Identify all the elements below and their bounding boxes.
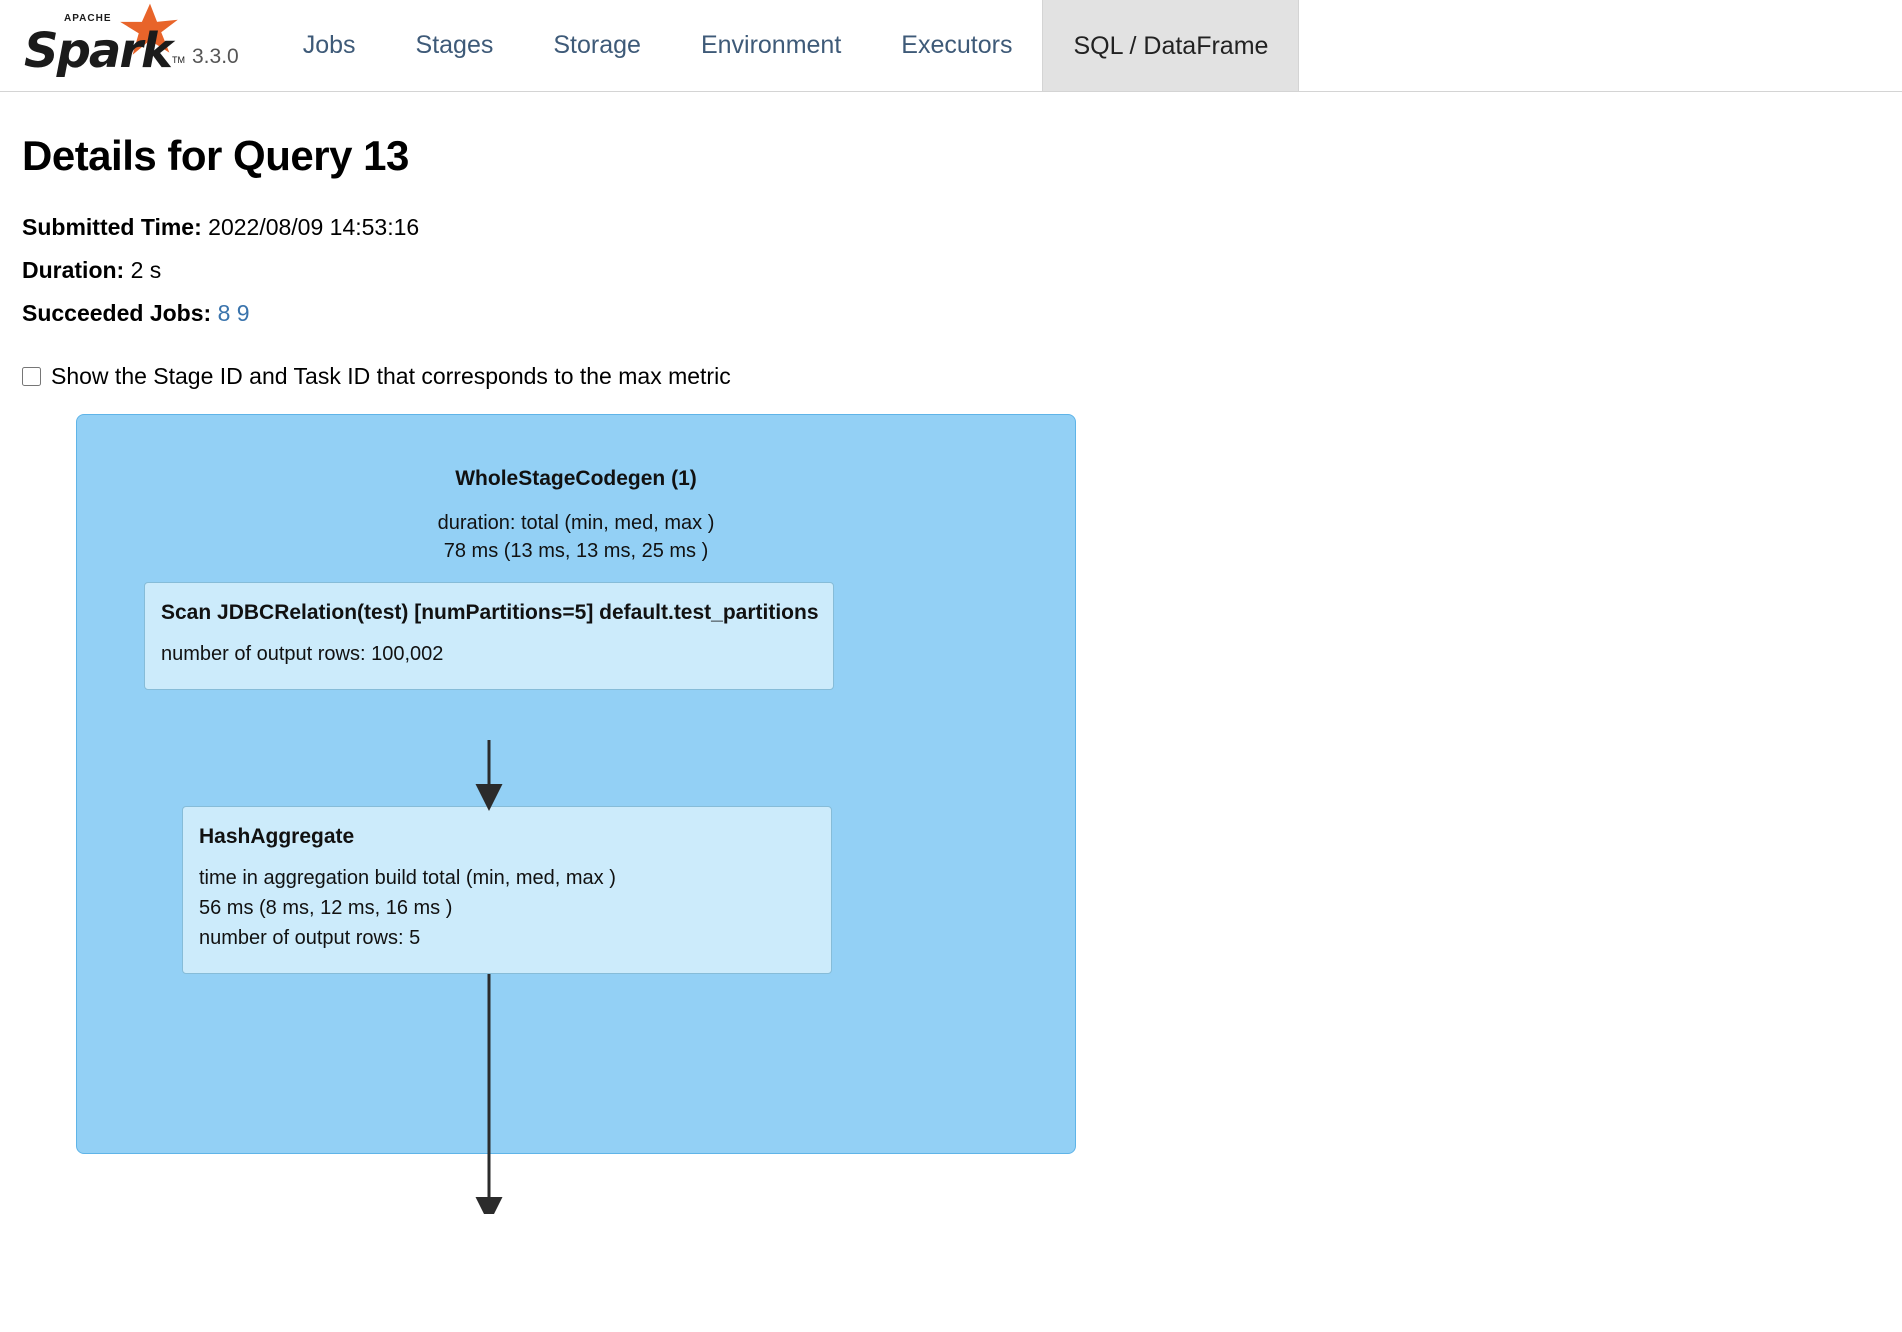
wholestagecodegen-metric-line-2: 78 ms (13 ms, 13 ms, 25 ms ) (443, 540, 709, 562)
wholestagecodegen-metric-line-1: duration: total (min, med, max ) (437, 512, 715, 534)
plan-node-hashaggregate-metric-2: number of output rows: 5 (199, 927, 421, 949)
submitted-time-row (22, 206, 1902, 249)
show-stage-task-id-checkbox[interactable] (22, 367, 41, 386)
duration-label: Duration: (22, 257, 125, 283)
plan-node-hashaggregate[interactable] (182, 806, 832, 974)
page-content (0, 92, 1902, 1214)
top-navbar (0, 0, 1902, 92)
plan-node-scan-metric-0: number of output rows: 100,002 (161, 643, 444, 665)
show-stage-task-id-label[interactable]: Show the Stage ID and Task ID that corresponds to the max metric (51, 363, 731, 389)
succeeded-job-link-9[interactable]: 9 (236, 300, 250, 326)
plan-node-hashaggregate-metric-1: 56 ms (8 ms, 12 ms, 16 ms ) (199, 897, 453, 919)
nav-tab-storage[interactable]: Storage (553, 31, 641, 59)
query-plan-graph (54, 414, 1154, 1214)
wholestagecodegen-title: WholeStageCodegen (1) (455, 467, 697, 490)
nav-tab-jobs[interactable]: Jobs (302, 31, 356, 59)
succeeded-jobs-row (22, 292, 1902, 335)
show-stage-task-id-row (22, 363, 1902, 390)
plan-node-hashaggregate-metric-0: time in aggregation build total (min, med, max ) (199, 867, 616, 889)
wholestagecodegen-cluster[interactable] (76, 414, 1076, 1154)
spark-brand[interactable] (0, 9, 239, 91)
wholestagecodegen-metrics (77, 509, 1075, 565)
succeeded-job-link-8[interactable]: 8 (217, 300, 231, 326)
apache-label: APACHE (64, 13, 112, 24)
nav-tab-list (273, 0, 1300, 91)
nav-tab-stages[interactable]: Stages (415, 31, 494, 59)
submitted-time-value: 2022/08/09 14:53:16 (208, 214, 420, 240)
duration-row (22, 249, 1902, 292)
plan-node-hashaggregate-title: HashAggregate (199, 825, 355, 848)
spark-version: 3.3.0 (192, 45, 239, 68)
nav-tab-executors[interactable]: Executors (901, 31, 1013, 59)
succeeded-jobs-label: Succeeded Jobs: (22, 300, 212, 326)
page-title: Details for Query 13 (22, 132, 409, 179)
nav-tab-sql-dataframe[interactable]: SQL / DataFrame (1042, 0, 1299, 91)
spark-wordmark: Spark (24, 23, 171, 79)
plan-node-scan-jdbcrelation[interactable] (144, 582, 834, 690)
duration-value: 2 s (130, 257, 162, 283)
submitted-time-label: Submitted Time: (22, 214, 202, 240)
trademark-mark: TM (172, 55, 185, 65)
spark-logo (22, 9, 185, 83)
nav-tab-environment[interactable]: Environment (700, 31, 842, 59)
plan-node-scan-title: Scan JDBCRelation(test) [numPartitions=5] default.test_partitions (161, 601, 819, 624)
